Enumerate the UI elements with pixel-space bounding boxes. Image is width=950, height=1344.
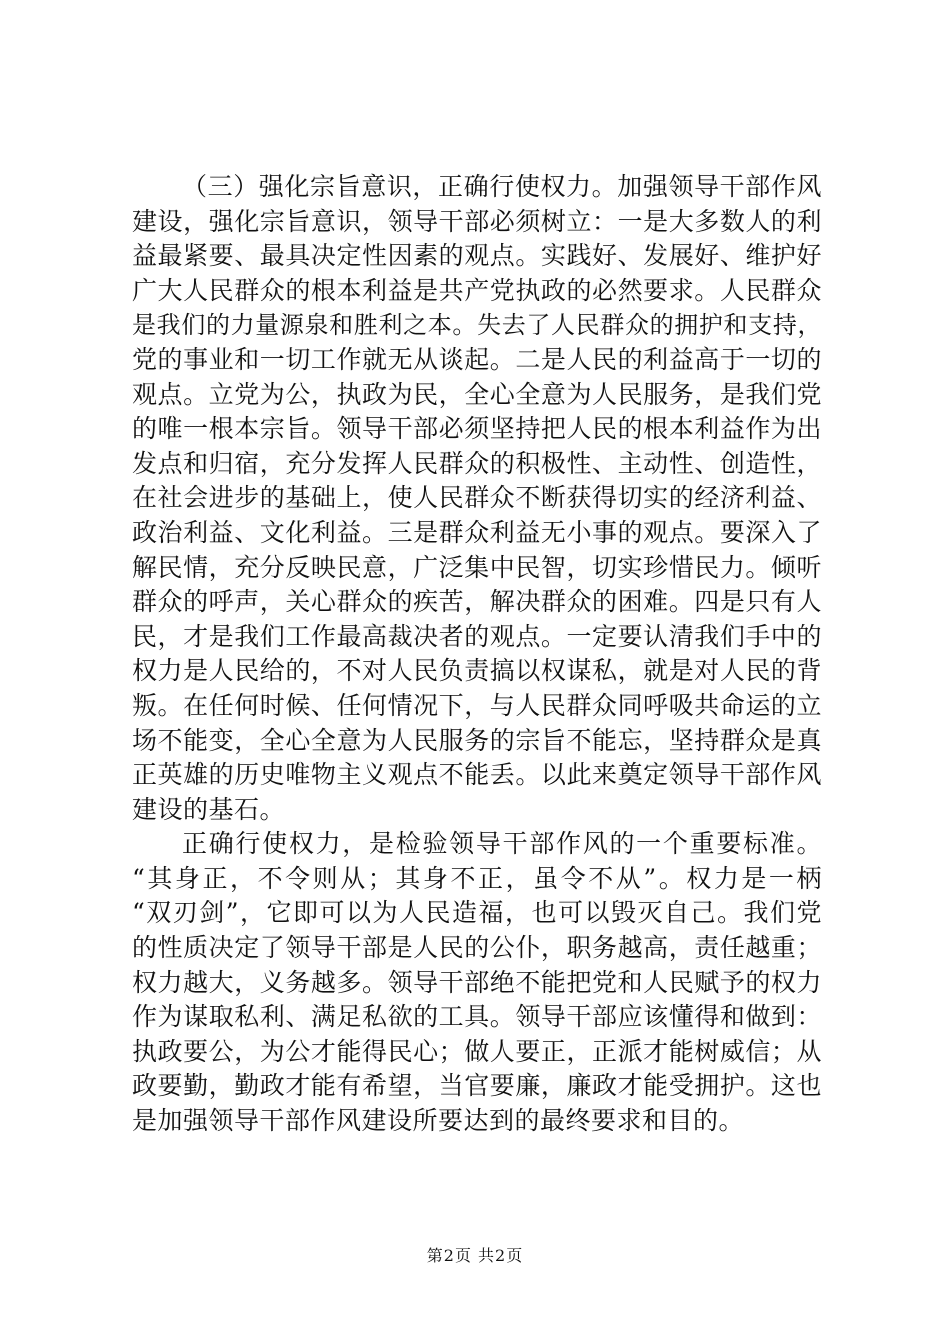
text-line: 是加强领导干部作风建设所要达到的最终要求和目的。 xyxy=(132,1106,745,1136)
text-line: “其身正，不令则从；其身不正，虽令不从”。权力是一柄 xyxy=(132,863,822,893)
text-line: 在社会进步的基础上，使人民群众不断获得切实的经济利益、 xyxy=(132,483,822,513)
text-line: 群众的呼声，关心群众的疾苦，解决群众的困难。四是只有人 xyxy=(132,587,822,617)
text-line: 广大人民群众的根本利益是共产党执政的必然要求。人民群众 xyxy=(132,275,822,305)
text-line: 正确行使权力，是检验领导干部作风的一个重要标准。 xyxy=(182,829,822,859)
text-line: 解民情，充分反映民意，广泛集中民智，切实珍惜民力。倾听 xyxy=(132,552,822,582)
text-line: 政治利益、文化利益。三是群众利益无小事的观点。要深入了 xyxy=(132,517,822,547)
text-line: 观点。立党为公，执政为民，全心全意为人民服务，是我们党 xyxy=(132,379,822,409)
text-line: 建设的基石。 xyxy=(132,794,286,824)
paragraph-1 xyxy=(132,170,822,827)
text-line: 建设，强化宗旨意识，领导干部必须树立：一是大多数人的利 xyxy=(132,206,822,236)
text-line: 正英雄的历史唯物主义观点不能丢。以此来奠定领导干部作风 xyxy=(132,760,822,790)
text-line: 作为谋取私利、满足私欲的工具。领导干部应该懂得和做到： xyxy=(132,1002,822,1032)
text-line: 是我们的力量源泉和胜利之本。失去了人民群众的拥护和支持， xyxy=(132,311,822,340)
text-line: “双刃剑”，它即可以为人民造福，也可以毁灭自己。我们党 xyxy=(132,898,822,928)
text-line: 党的事业和一切工作就无从谈起。二是人民的利益高于一切的 xyxy=(132,344,822,374)
text-line: 叛。在任何时候、任何情况下，与人民群众同呼吸共命运的立 xyxy=(132,690,822,720)
text-line: 的性质决定了领导干部是人民的公仆，职务越高，责任越重； xyxy=(132,933,822,963)
text-line: 执政要公，为公才能得民心；做人要正，正派才能树威信；从 xyxy=(132,1036,822,1066)
page-number-footer: 第2页 共2页 xyxy=(426,1246,524,1265)
text-line: 政要勤，勤政才能有希望，当官要廉，廉政才能受拥护。这也 xyxy=(132,1071,822,1101)
text-line: 的唯一根本宗旨。领导干部必须坚持把人民的根本利益作为出 xyxy=(132,414,822,444)
text-line: 场不能变，全心全意为人民服务的宗旨不能忘，坚持群众是真 xyxy=(132,725,822,755)
text-line: 民，才是我们工作最高裁决者的观点。一定要认清我们手中的 xyxy=(132,621,822,651)
text-line: 益最紧要、最具决定性因素的观点。实践好、发展好、维护好 xyxy=(132,241,822,271)
paragraph-2 xyxy=(132,827,822,1138)
document-body xyxy=(132,170,822,1139)
text-line: 权力是人民给的，不对人民负责搞以权谋私，就是对人民的背 xyxy=(132,656,822,686)
text-line: 发点和归宿，充分发挥人民群众的积极性、主动性、创造性， xyxy=(132,448,822,478)
text-line: （三）强化宗旨意识，正确行使权力。加强领导干部作风 xyxy=(182,172,822,201)
text-line: 权力越大，义务越多。领导干部绝不能把党和人民赋予的权力 xyxy=(132,967,822,997)
